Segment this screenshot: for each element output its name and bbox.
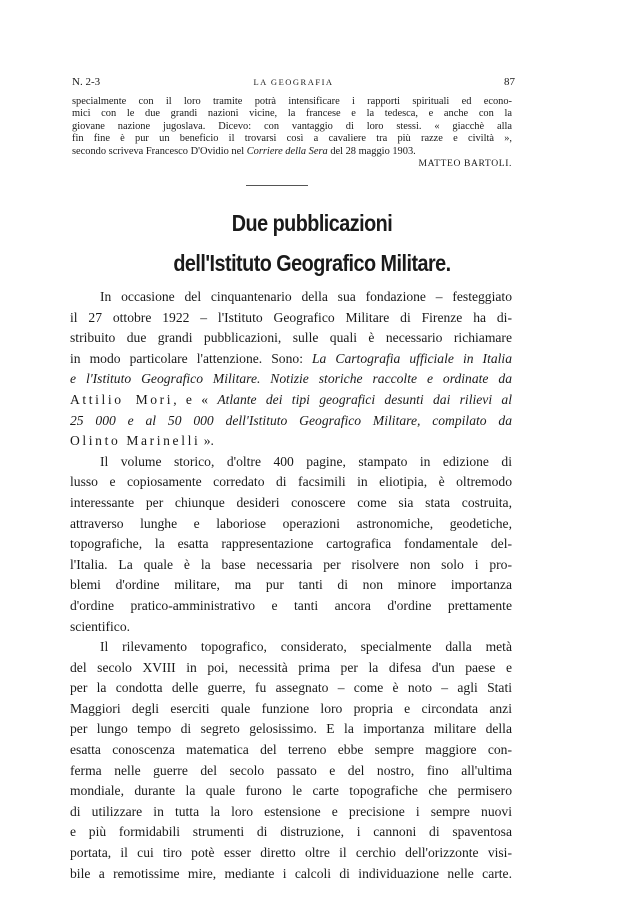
text-line: e più formidabili strumenti di distruzione, i cannoni di spaventosa xyxy=(70,824,512,840)
text-line: l'Italia. La quale è la base necessaria per risolvere non solo i pro- xyxy=(70,556,512,572)
book-title: La Cartografia ufficiale in Italia xyxy=(312,350,512,366)
text-line: mici con le due grandi nazioni vicine, la francese e la tedesca, e anche con la xyxy=(72,108,512,120)
text-line: giovane nazione jugoslava. Dicevo: con vantaggio di loro stessi. « giacchè alla xyxy=(72,120,512,132)
text-line: ferma nelle guerre del secolo passato e del nostro, fino all'ultima xyxy=(70,762,512,778)
text-line: Il rilevamento topografico, considerato, specialmente dalla metà xyxy=(100,639,512,655)
atlas-title: Atlante dei tipi geografici desunti dai rilievi al xyxy=(217,391,512,407)
text-line: d'ordine pratico-amministrativo e tanti ancora d'ordine prettamente xyxy=(70,597,512,613)
journal-title: LA GEOGRAFIA xyxy=(253,77,334,87)
text-line: lusso e copiosamente corredato di facsimili in eliotipia, è oltremodo xyxy=(70,474,512,490)
text-line: specialmente con il loro tramite potrà intensificare i rapporti spirituali ed econo- xyxy=(72,96,512,107)
text-line: esatta conoscenza matematica del terreno ebbe sempre maggiore con- xyxy=(70,742,512,758)
page-number: 87 xyxy=(504,76,515,88)
article-title xyxy=(106,203,519,283)
text-line: in modo particolare l'attenzione. Sono: La Cartografia ufficiale in Italia xyxy=(70,350,512,366)
text-line: per la condotta delle guerre, fu assegnato – come è noto – agli Stati xyxy=(70,680,512,696)
text-line xyxy=(70,369,512,390)
text-line xyxy=(70,411,512,432)
book-title: e l'Istituto Geografico Militare. Notizie storiche raccolte e ordinate da xyxy=(70,371,512,387)
text-line: In occasione del cinquantenario della sua fondazione – festeggiato xyxy=(100,289,512,304)
text-line: Attilio Mori, e « Atlante dei tipi geografici desunti dai rilievi al xyxy=(70,391,512,407)
text-line: di utilizzare in tutta la loro estensione e precisione i sempre nuovi xyxy=(70,803,512,819)
article-body xyxy=(70,287,512,884)
text-line: del secolo XVIII in poi, necessità prima per la difesa d'un paese e xyxy=(70,659,512,675)
text-line: stribuito due grandi pubblicazioni, sulle quali è necessario richiamare xyxy=(70,330,512,346)
text-line: attraverso lunghe e laboriose operazioni astronomiche, geodetiche, xyxy=(70,515,512,531)
text-line: scientifico. xyxy=(70,618,131,634)
text-line: topografiche, la esatta rappresentazione cartografica fondamentale del- xyxy=(70,536,512,552)
running-header xyxy=(72,76,515,90)
author-signature: MATTEO BARTOLI. xyxy=(418,157,512,169)
text-line: blemi d'ordine militare, ma pur tanti di non minore importanza xyxy=(70,577,512,593)
section-divider xyxy=(246,185,308,186)
text-line: interessante per chiunque desideri conoscere come sia stata costruita, xyxy=(70,494,512,510)
text-line: portata, il cui tiro potè esser diretto oltre il cerchio dell'orizzonte visi- xyxy=(70,845,512,861)
newspaper-name: Corriere della Sera xyxy=(246,145,328,157)
text-line: mondiale, durante la quale furono le carte topografiche che permisero xyxy=(70,783,512,799)
text-line: Olinto Marinelli ». xyxy=(70,433,214,449)
previous-article-ending xyxy=(72,96,512,170)
text-line: Il volume storico, d'oltre 400 pagine, stampato in edizione di xyxy=(100,453,512,469)
text-line: Maggiori degli eserciti quale funzione loro propria e circondata anzi xyxy=(70,700,512,716)
text-line: bile a remotissime mire, mediante i calcoli di individuazione nelle carte. xyxy=(70,865,512,881)
title-line: Due pubblicazioni xyxy=(231,210,393,236)
issue-number: N. 2-3 xyxy=(72,76,101,88)
text-line: secondo scriveva Francesco D'Ovidio nel Corriere della Sera del 28 maggio 1903. xyxy=(72,145,416,157)
author-name: Attilio Mori xyxy=(70,391,174,407)
text-line: fin fine è pur un beneficio il trovarsi così a cavaliere tra più razze e civiltà », xyxy=(72,133,512,145)
text-line: per lungo tempo di segreto gelosissimo. E la importanza militare della xyxy=(70,721,512,737)
author-name: Olinto Marinelli xyxy=(70,433,201,449)
text-line: il 27 ottobre 1922 – l'Istituto Geografico Militare di Firenze ha di- xyxy=(70,309,512,325)
title-line: dell'Istituto Geografico Militare. xyxy=(173,250,451,276)
atlas-title: 25 000 e al 50 000 dell'Istituto Geografico Militare, compilato da xyxy=(70,412,512,428)
